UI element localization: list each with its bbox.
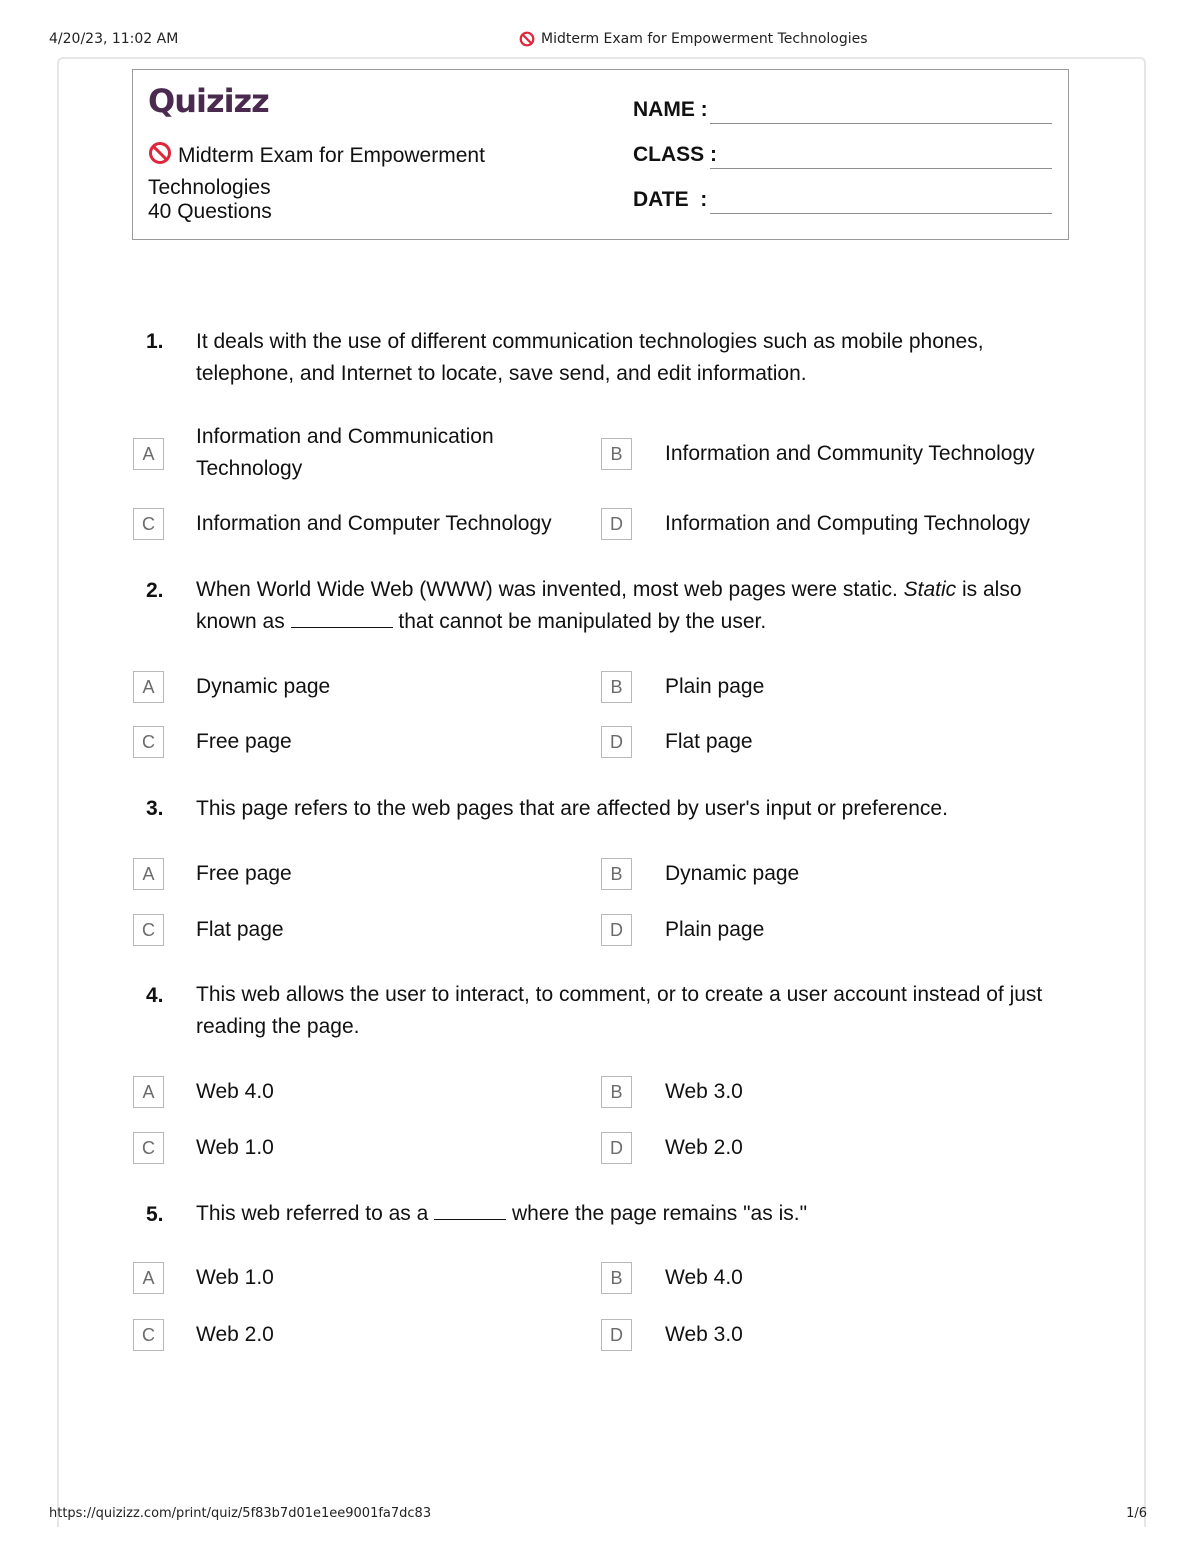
question-number: 2. <box>146 579 164 602</box>
option-text: Web 4.0 <box>196 1080 274 1103</box>
option-letter-box[interactable]: B <box>601 858 632 890</box>
option-letter-box[interactable]: B <box>601 671 632 703</box>
print-footer <box>0 1506 1200 1526</box>
print-datetime: 4/20/23, 11:02 AM <box>49 31 179 47</box>
option-text: Web 2.0 <box>665 1136 743 1159</box>
option-text: Web 4.0 <box>665 1266 743 1289</box>
quiz-title-text: Midterm Exam for Empowerment Technologies <box>148 144 485 199</box>
option-text: Dynamic page <box>196 675 331 698</box>
option-text: Web 1.0 <box>196 1266 274 1289</box>
option-text: Information and Computing Technology <box>665 512 1031 535</box>
option-letter-box[interactable]: C <box>133 1319 164 1351</box>
option-letter-box[interactable]: B <box>601 1076 632 1108</box>
option-letter-box[interactable]: D <box>601 726 632 758</box>
option-letter-box[interactable]: C <box>133 508 164 540</box>
date-label: DATE : <box>633 188 708 211</box>
question-text-part: that cannot be manipulated by the user. <box>398 610 767 633</box>
date-field[interactable] <box>710 213 1052 214</box>
question-number: 1. <box>146 330 164 353</box>
option-letter-box[interactable]: D <box>601 1132 632 1164</box>
question-text-part: This web referred to as a <box>196 1202 429 1225</box>
option-text: Plain page <box>665 918 765 941</box>
option-text: Free page <box>196 730 292 753</box>
question-text-part: is also known as <box>196 578 1022 633</box>
option-letter-box[interactable]: C <box>133 914 164 946</box>
option-text: Plain page <box>665 675 765 698</box>
question-text-part: When World Wide Web (WWW) was invented, most web pages were static. <box>196 578 898 601</box>
option-text: Flat page <box>665 730 753 753</box>
question-text: This page refers to the web pages that are affected by user's input or preference. <box>196 797 948 820</box>
question-text: It deals with the use of different communication technologies such as mobile phones, telephone, and Internet to locate, save send, and edit information. <box>196 330 984 385</box>
option-letter-box[interactable]: A <box>133 858 164 890</box>
option-letter-box[interactable]: A <box>133 1076 164 1108</box>
question-text <box>196 574 1056 638</box>
option-text: Web 3.0 <box>665 1080 743 1103</box>
print-title-text: Midterm Exam for Empowerment Technologies <box>541 31 868 47</box>
ban-icon <box>519 31 535 47</box>
option-letter-box[interactable]: C <box>133 726 164 758</box>
option-text: Flat page <box>196 918 284 941</box>
option-letter-box[interactable]: D <box>601 508 632 540</box>
question-number: 5. <box>146 1203 164 1226</box>
page-sheet <box>57 57 1146 1527</box>
question-text <box>196 1198 1056 1230</box>
quiz-title <box>148 140 568 204</box>
option-letter-box[interactable]: C <box>133 1132 164 1164</box>
answer-blank <box>434 1219 506 1220</box>
option-letter-box[interactable]: B <box>601 438 632 470</box>
quiz-header-card <box>132 69 1069 240</box>
question-text-part: where the page remains "as is." <box>511 1202 808 1225</box>
print-url[interactable]: https://quizizz.com/print/quiz/5f83b7d01e1ee9001fa7dc83 <box>49 1506 432 1521</box>
option-text: Information and Communication Technology <box>196 425 494 480</box>
question-text-italic: Static <box>903 578 957 601</box>
option-text: Dynamic page <box>665 862 800 885</box>
question-text: This web allows the user to interact, to comment, or to create a user account instead of just reading the page. <box>196 983 1043 1038</box>
option-letter-box[interactable]: A <box>133 671 164 703</box>
option-text: Information and Community Technology <box>665 442 1035 465</box>
option-letter-box[interactable]: D <box>601 914 632 946</box>
option-text: Information and Computer Technology <box>196 512 552 535</box>
answer-blank <box>291 627 393 628</box>
option-text: Free page <box>196 862 292 885</box>
class-field[interactable] <box>710 168 1052 169</box>
option-text: Web 3.0 <box>665 1323 743 1346</box>
print-title <box>519 31 868 47</box>
question-count: 40 Questions <box>148 200 272 223</box>
name-field[interactable] <box>710 123 1052 124</box>
option-text: Web 2.0 <box>196 1323 274 1346</box>
option-text: Web 1.0 <box>196 1136 274 1159</box>
option-letter-box[interactable]: A <box>133 438 164 470</box>
print-page-number: 1/6 <box>1126 1506 1147 1521</box>
class-label: CLASS : <box>633 143 717 166</box>
ban-icon <box>148 141 172 165</box>
option-letter-box[interactable]: A <box>133 1262 164 1294</box>
option-letter-box[interactable]: D <box>601 1319 632 1351</box>
option-letter-box[interactable]: B <box>601 1262 632 1294</box>
question-number: 3. <box>146 797 164 820</box>
print-header <box>0 31 1200 51</box>
quizizz-logo: Quizizz <box>148 82 269 120</box>
name-label: NAME : <box>633 98 708 121</box>
question-number: 4. <box>146 984 164 1007</box>
